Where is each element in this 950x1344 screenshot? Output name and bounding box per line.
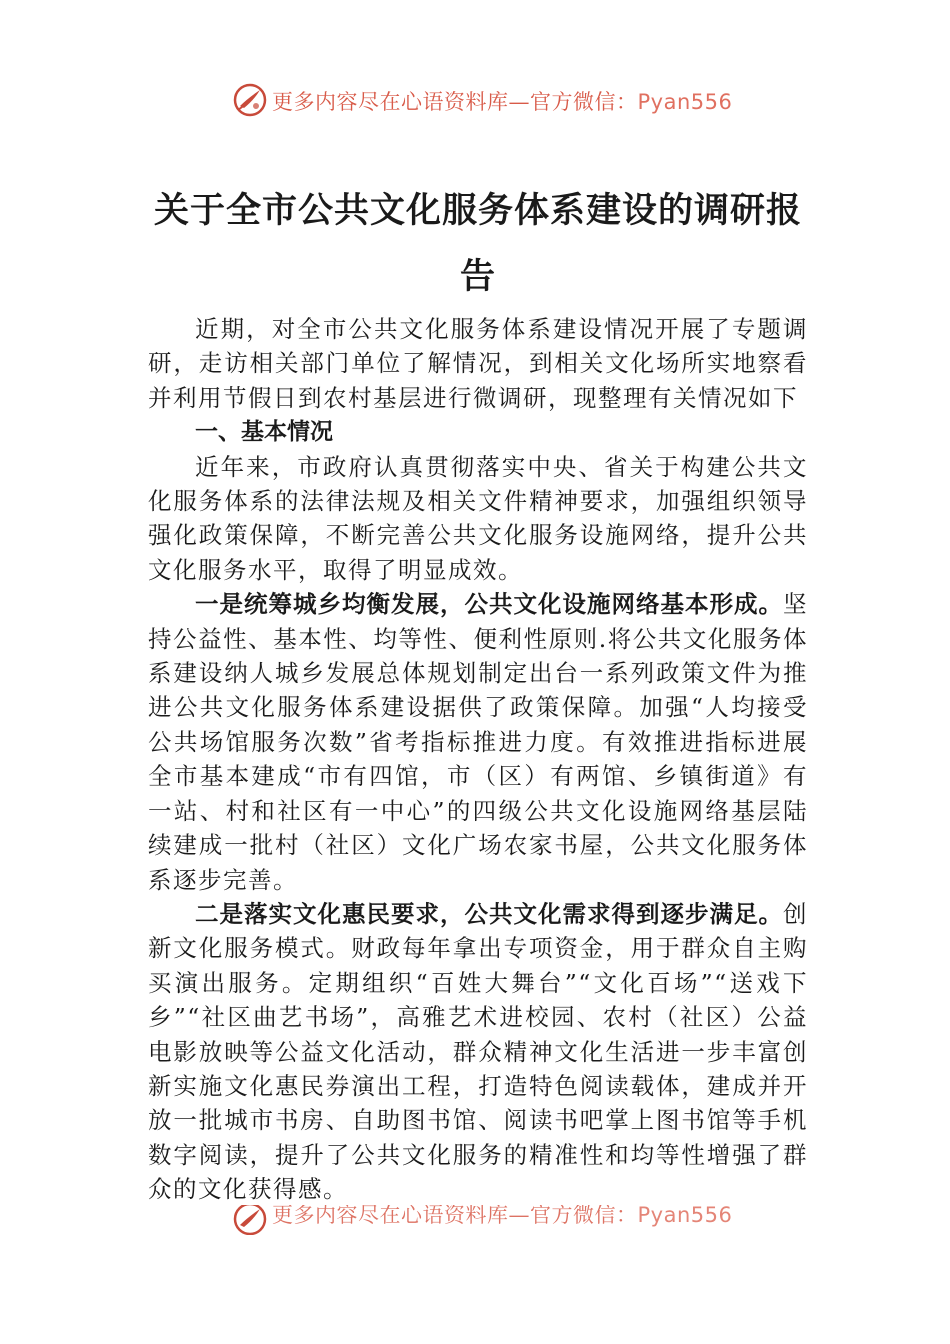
- document-body: [148, 312, 808, 1207]
- section-paragraph: 近年来，市政府认真贯彻落实中央、省关于构建公共文化服务体系的法律法规及相关文件精神要求，加强组织领导强化政策保障，不断完善公共文化服务设施网络，提升公共文化服务水平，取得了明显成效。: [148, 452, 808, 584]
- watermark-header: [0, 80, 950, 120]
- point-two-body: 创新文化服务模式。财政每年拿出专项资金，用于群众自主购买演出服务。定期组织“百姓大舞台”“文化百场”“送戏下乡”“社区曲艺书场”，高雅艺术进校园、农村（社区）公益电影放映等公益文化活动，群众精神文化生活进一步丰富创新实施文化惠民券演出工程，打造特色阅读载体，建成并开放一批城市书房、自助图书馆、阅读书吧掌上图书馆等手机数字阅读，提升了公共文化服务的精准性和均等性增强了群众的文化获得感。: [148, 899, 808, 1204]
- book-quill-logo-icon: [232, 82, 268, 118]
- section-heading-basic: 一、基本情况: [195, 419, 333, 446]
- point-two-paragraph: [148, 897, 808, 1207]
- book-quill-logo-icon: [232, 1205, 268, 1235]
- point-two-lead: 二是落实文化惠民要求，公共文化需求得到逐步满足。: [195, 899, 783, 928]
- point-one-paragraph: [148, 587, 808, 897]
- watermark-text-footer: 更多内容尽在心语资料库—官方微信：Pyan556: [272, 1205, 733, 1227]
- point-one-body: 坚持公益性、基本性、均等性、便利性原则.将公共文化服务体系建设纳人城乡发展总体规划制定出台一系列政策文件为推进公共文化服务体系建设据供了政策保障。加强“人均接受公共场馆服务次数”省考指标推进力度。有效推进指标进展全市基本建成“市有四馆，市（区）有两馆、乡镇街道》有一站、村和社区有一中心”的四级公共文化设施网络基层陆续建成一批村（社区）文化广场农家书屋，公共文化服务体系逐步完善。: [148, 590, 808, 894]
- document-title: 关于全市公共文化服务体系建设的调研报告: [153, 190, 802, 297]
- point-one-lead: 一是统筹城乡均衡发展，公共文化设施网络基本形成。: [195, 590, 783, 619]
- watermark-footer: [0, 1205, 950, 1235]
- watermark-text: 更多内容尽在心语资料库—官方微信：Pyan556: [272, 90, 733, 114]
- intro-paragraph: 近期，对全市公共文化服务体系建设情况开展了专题调研，走访相关部门单位了解情况，到相关文化场所实地察看并利用节假日到农村基层进行微调研，现整理有关情况如下: [148, 315, 808, 412]
